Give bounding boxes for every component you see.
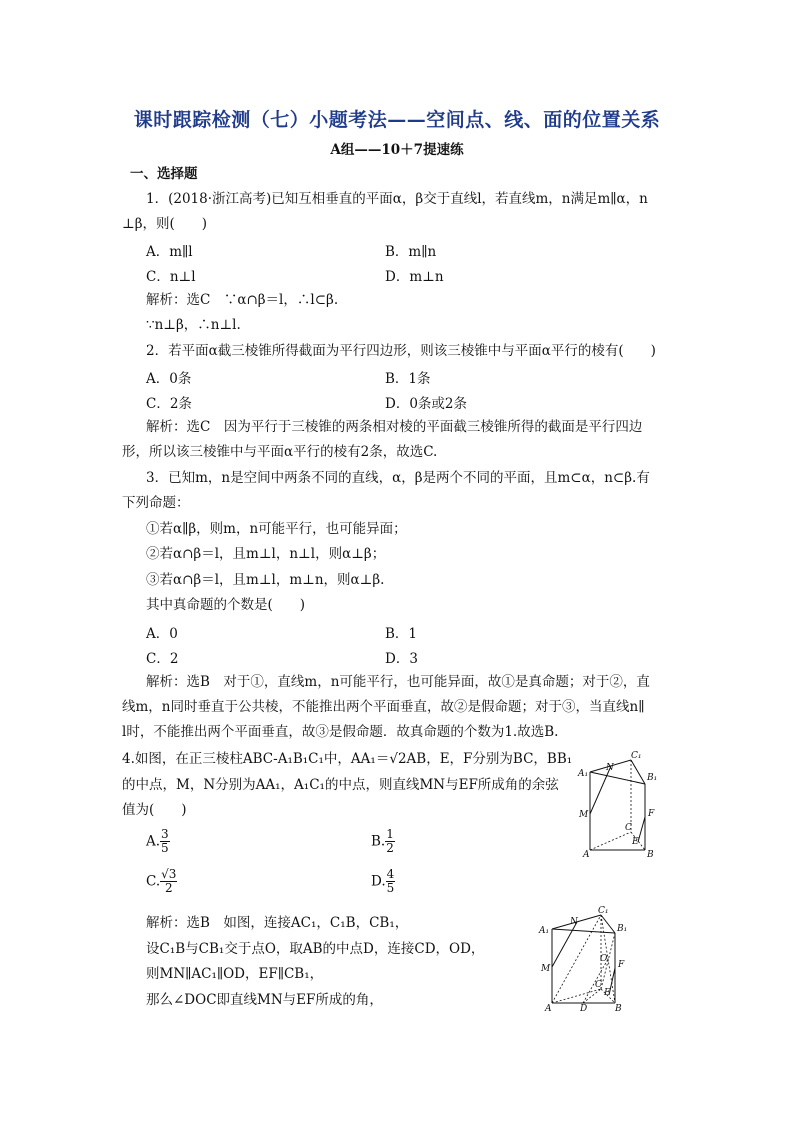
q4-option-c-label: C. [146,873,161,890]
q2-option-d: D．0条或2条 [385,396,468,412]
q1-stem-line1: 1．(2018·浙江高考)已知互相垂直的平面α，β交于直线l，若直线m，n满足m∥α，n [146,191,648,207]
q4-solution-line4: 那么∠DOC即直线MN与EF所成的角， [146,992,383,1008]
q3-proposition-1: ①若α∥β，则m，n可能平行，也可能异面； [146,521,407,537]
q4-solution-line1: 解析：选B 如图，连接AC₁，C₁B，CB₁， [146,915,409,931]
fig1-edge-a1b1 [590,772,645,784]
fig1-label-a: A [583,850,590,860]
fig2-label-o: O [600,954,608,964]
fig2-label-b1: B₁ [617,924,628,934]
fig1-label-f: F [648,809,655,819]
section-label: 一、选择题 [130,166,198,182]
fig1-label-e: E [632,837,639,847]
q2-solution-line1: 解析：选C 因为平行于三棱锥的两条相对棱的平面截三棱锥所得的截面是平行四边 [146,419,643,435]
q3-option-b: B．1 [385,626,418,642]
fig2-label-c1: C₁ [598,906,609,916]
q3-option-a: A．0 [146,626,178,642]
q3-solution-line3: l时，不能推出两个平面垂直，故③是假命题．故真命题的个数为1.故选B. [122,724,559,740]
q2-stem-line1: 2．若平面α截三棱锥所得截面为平行四边形，则该三棱锥中与平面α平行的棱有( ) [146,343,656,359]
q3-proposition-3: ③若α∩β＝l，且m⊥l，m⊥n，则α⊥β. [146,572,385,588]
q1-option-d: D．m⊥n [385,269,444,285]
fig2-label-f: F [618,960,625,970]
q4-solution-line3: 则MN∥AC₁∥OD，EF∥CB₁， [146,966,324,982]
q4-option-c-denominator: 2 [164,881,173,895]
fig1-edge-ac [590,832,631,850]
q3-stem-line1: 3．已知m，n是空间中两条不同的直线，α，β是两个不同的平面，且m⊂α，n⊂β.有 [146,470,650,486]
q1-option-a: A．m∥l [146,244,193,260]
q4-option-b-numerator: 1 [386,827,394,841]
q4-option-a-label: A. [146,833,161,850]
fig2-label-a: A [545,1004,552,1014]
fig2-edge-a1b1 [552,929,615,933]
q3-option-c: C．2 [146,651,179,667]
fig2-edge-ac [552,989,601,1003]
q2-option-a: A．0条 [146,371,192,387]
q4-solution-line2: 设C₁B与CB₁交于点O，取AB的中点D，连接CD，OD， [146,941,485,957]
q4-option-a-denominator: 5 [161,841,169,855]
q4-option-a [146,828,170,855]
fig1-label-n: N [606,763,614,773]
fig1-label-c1: C₁ [631,751,642,761]
q4-option-b-label: B. [371,833,386,850]
fig1-label-c: C [625,823,632,833]
q1-option-c: C．n⊥l [146,269,196,285]
q3-option-d: D．3 [385,651,418,667]
q1-solution-line2: ∵n⊥β，∴n⊥l. [146,317,241,333]
fig2-label-e: E [604,988,611,998]
q4-option-c [146,868,177,895]
q3-proposition-2: ②若α∩β＝l，且m⊥l，n⊥l，则α⊥β； [146,546,386,562]
q4-option-b-denominator: 2 [386,841,394,855]
q3-solution-line1: 解析：选B 对于①，直线m，n可能平行，也可能异面，故①是真命题；对于②，直 [146,674,650,690]
page-title: 课时跟踪检测（七）小题考法——空间点、线、面的位置关系 [133,109,661,131]
fig2-label-c: C [595,980,602,990]
q4-option-d-denominator: 5 [386,881,395,895]
fig1-label-a1: A₁ [578,769,589,779]
fig1-line-mn [590,766,611,814]
fig1-label-b1: B₁ [647,773,658,783]
q4-stem-line3: 值为( ) [122,802,187,818]
q4-option-a-fraction [160,828,170,855]
q4-option-b-fraction [385,828,395,855]
q2-option-c: C．2条 [146,396,192,412]
q4-option-d-label: D. [371,873,386,890]
q1-solution-line1: 解析：选C ∵α∩β＝l，∴l⊂β. [146,292,339,308]
q1-stem-line2: ⊥β，则( ) [122,216,208,232]
q4-option-d-fraction [386,868,396,895]
q4-stem-line1: 4.如图，在正三棱柱ABC-A₁B₁C₁中，AA₁＝√2AB，E，F分别为BC，BB₁ [122,751,573,767]
page-subtitle: A组——10＋7提速练 [330,142,464,158]
fig2-label-m: M [541,964,551,974]
fig2-label-n: N [570,917,578,927]
fig2-label-a1: A₁ [539,926,550,936]
q4-option-d-numerator: 4 [386,867,395,881]
q2-solution-line2: 形，所以该三棱锥中与平面α平行的棱有2条，故选C. [122,444,438,460]
q3-solution-line2: 线m，n同时垂直于公共棱，不能推出两个平面垂直，故②是假命题；对于③，当直线n∥ [122,699,645,715]
q3-stem-line2: 下列命题： [122,495,190,511]
fig2-edge-c1b1 [601,915,615,933]
q1-option-b: B．m∥n [385,244,437,260]
fig1-label-m: M [579,810,589,820]
q3-question: 其中真命题的个数是( ) [146,597,306,613]
q4-option-c-numerator: √3 [161,867,177,881]
q4-option-b [371,828,395,855]
prism-figure-2 [537,905,642,1015]
q4-option-d [371,868,395,895]
q2-option-b: B．1条 [385,371,431,387]
fig1-label-b: B [647,850,654,860]
fig2-line-ac1 [552,915,601,1003]
q4-stem-line2: 的中点，M，N分别为AA₁，A₁C₁的中点，则直线MN与EF所成角的余弦 [122,777,559,793]
fig2-label-d: D [580,1004,588,1014]
q4-option-c-fraction [160,868,177,895]
q4-option-a-numerator: 3 [161,827,169,841]
fig2-label-b: B [615,1004,622,1014]
fig1-line-ef [638,817,645,842]
prism-figure-1 [575,750,675,862]
fig2-line-cd [583,989,601,1003]
fig1-edge-c1b1 [631,760,645,784]
